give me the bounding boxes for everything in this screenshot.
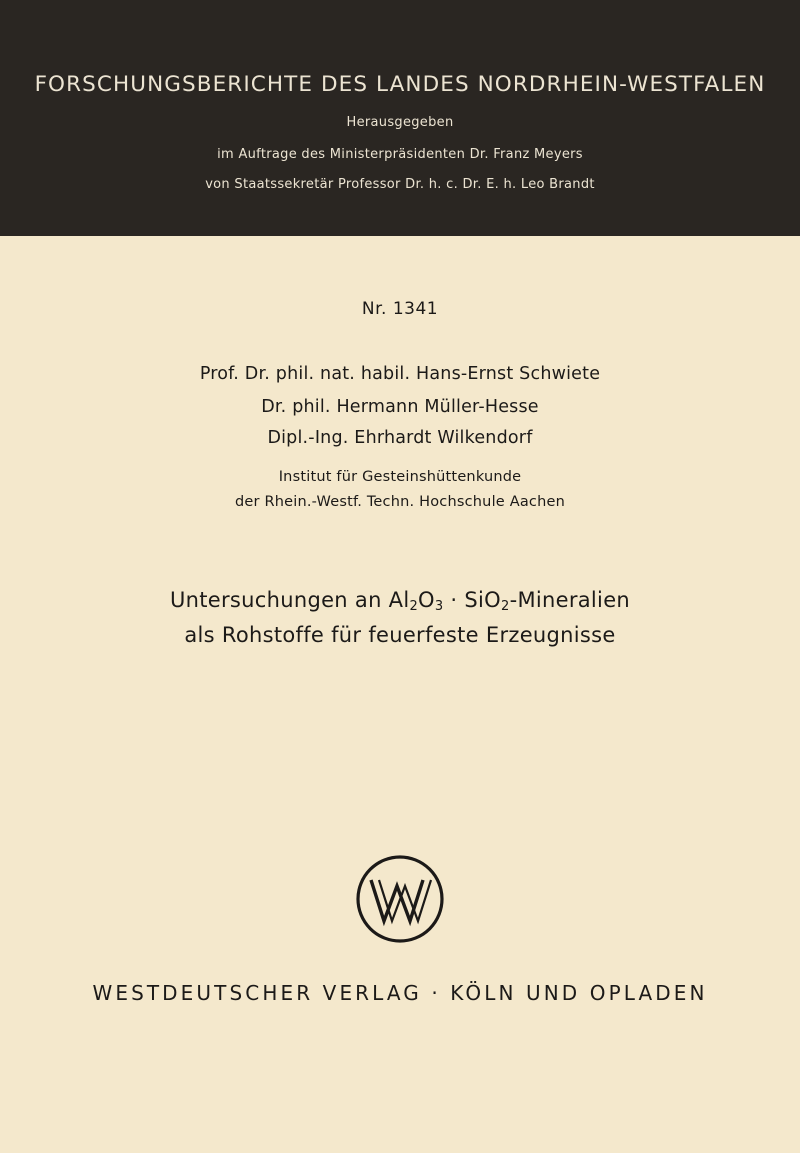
title-subscript-3: 2 — [500, 599, 510, 614]
title-subscript-2: 3 — [434, 599, 444, 614]
institute-line-2: der Rhein.-Westf. Techn. Hochschule Aachen — [234, 494, 566, 510]
editor-line-2: im Auftrage des Ministerpräsidenten Dr. Franz Meyers — [217, 147, 583, 162]
title-oxygen: O — [418, 588, 435, 612]
title-silica: · SiO — [443, 588, 501, 612]
institute-line-1: Institut für Gesteinshüttenkunde — [278, 469, 522, 485]
series-header-band — [0, 0, 800, 236]
title-prefix: Untersuchungen an Al — [169, 588, 410, 612]
book-title-line-2: als Rohstoffe für feuerfeste Erzeugnisse — [184, 623, 616, 647]
westdeutscher-verlag-ww-logo-icon — [354, 853, 446, 945]
editor-line-1: Herausgegeben — [346, 115, 454, 130]
volume-number: Nr. 1341 — [361, 299, 439, 319]
title-subscript-1: 2 — [409, 599, 419, 614]
author-1: Prof. Dr. phil. nat. habil. Hans-Ernst Schwiete — [199, 364, 601, 384]
author-3: Dipl.-Ing. Ehrhardt Wilkendorf — [267, 428, 533, 448]
title-suffix: -Mineralien — [509, 588, 631, 612]
series-title: FORSCHUNGSBERICHTE DES LANDES NORDRHEIN-WESTFALEN — [34, 72, 766, 97]
publisher-imprint: WESTDEUTSCHER VERLAG · KÖLN UND OPLADEN — [92, 981, 708, 1005]
editor-line-3: von Staatssekretär Professor Dr. h. c. Dr. E. h. Leo Brandt — [205, 177, 595, 192]
book-title-line-1 — [0, 588, 800, 612]
author-2: Dr. phil. Hermann Müller-Hesse — [261, 397, 539, 417]
